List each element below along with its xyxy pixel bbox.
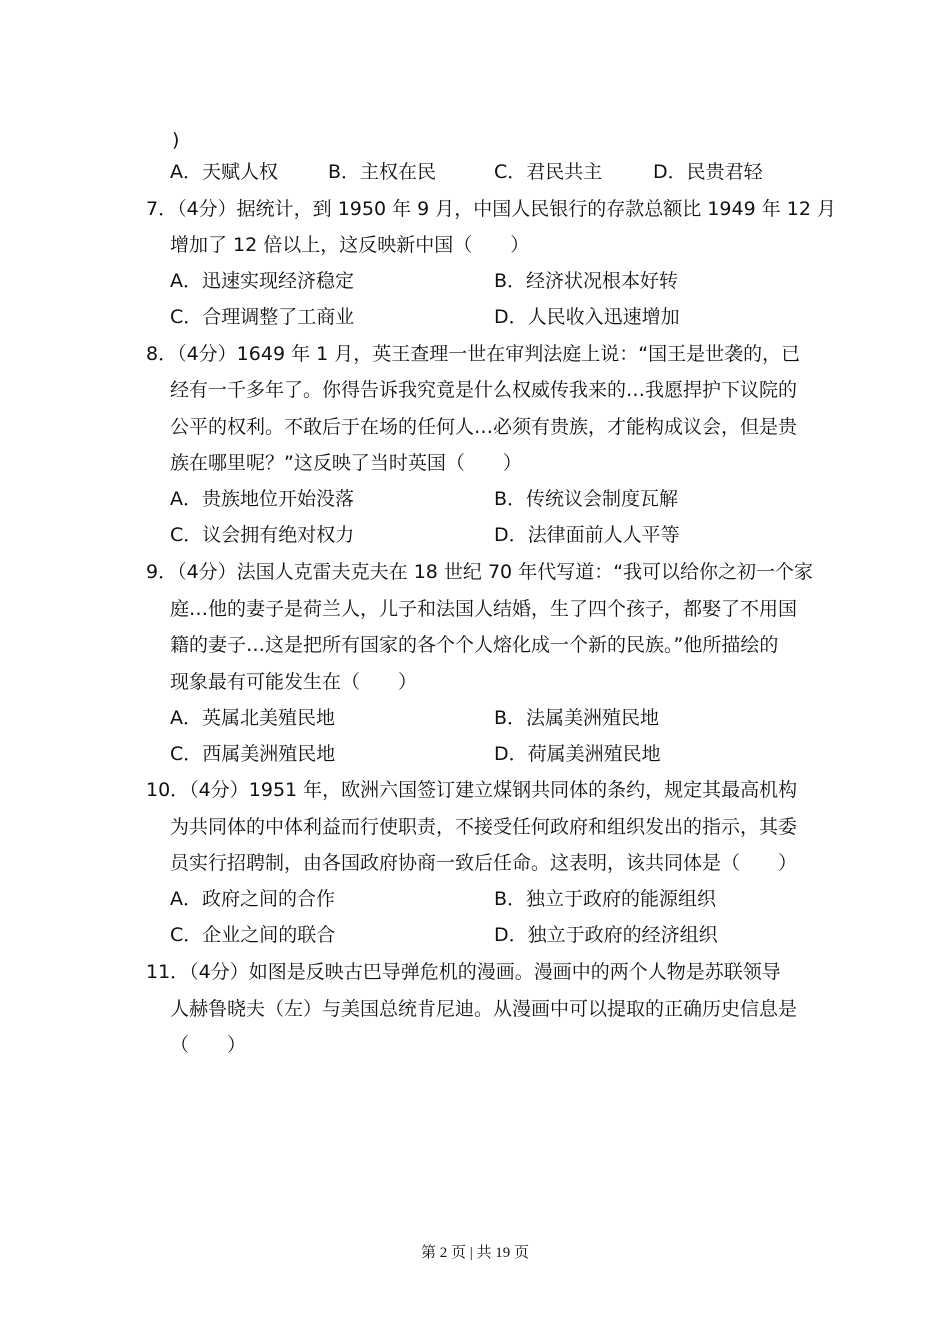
q8-stem-line-4: 族在哪里呢？”这反映了当时英国（ ） <box>170 452 522 474</box>
q9-option-d: D．荷属美洲殖民地 <box>494 743 661 765</box>
q10-stem-line-2: 为共同体的中体利益而行使职责，不接受任何政府和组织发出的指示，其委 <box>170 816 798 838</box>
q10-option-a: A．政府之间的合作 <box>170 888 335 910</box>
q8-option-a: A．贵族地位开始没落 <box>170 488 354 510</box>
q9-stem-line-1: 9．（4分）法国人克雷夫克夫在 18 世纪 70 年代写道：“我可以给你之初一个家 <box>146 561 814 583</box>
q9-option-a: A．英属北美殖民地 <box>170 707 335 729</box>
page-footer: 第 2 页 | 共 19 页 <box>420 1245 529 1261</box>
q8-stem-line-1: 8．（4分）1649 年 1 月，英王查理一世在审判法庭上说：“国王是世袭的，已 <box>146 343 801 365</box>
q8-option-d: D．法律面前人人平等 <box>494 524 680 546</box>
q6-option-c: C．君民共主 <box>494 161 603 183</box>
q6-option-a: A．天赋人权 <box>170 161 278 183</box>
q10-option-d: D．独立于政府的经济组织 <box>494 924 718 946</box>
q11-stem-line-1: 11．（4分）如图是反映古巴导弹危机的漫画。漫画中的两个人物是苏联领导 <box>146 961 781 983</box>
q8-stem-line-3: 公平的权利。不敢后于在场的任何人…必须有贵族，才能构成议会，但是贵 <box>170 416 798 438</box>
q9-stem-line-4: 现象最有可能发生在（ ） <box>170 671 418 693</box>
q9-stem-line-3: 籍的妻子…这是把所有国家的各个个人熔化成一个新的民族。”他所描绘的 <box>170 634 779 656</box>
q7-option-b: B．经济状况根本好转 <box>494 270 679 292</box>
q11-stem-line-3: （ ） <box>170 1034 247 1056</box>
q7-option-d: D．人民收入迅速增加 <box>494 306 680 328</box>
q7-option-c: C．合理调整了工商业 <box>170 306 355 328</box>
q11-stem-line-2: 人赫鲁晓夫（左）与美国总统肯尼迪。从漫画中可以提取的正确历史信息是 <box>170 998 798 1020</box>
q8-stem-line-2: 经有一千多年了。你得告诉我究竟是什么权威传我来的…我愿捍护下议院的 <box>170 379 798 401</box>
q9-stem-line-2: 庭…他的妻子是荷兰人，儿子和法国人结婚，生了四个孩子，都娶了不用国 <box>170 598 798 620</box>
q7-option-a: A．迅速实现经济稳定 <box>170 270 354 292</box>
q6-option-b: B．主权在民 <box>328 161 437 183</box>
q9-option-c: C．西属美洲殖民地 <box>170 743 336 765</box>
q9-option-b: B．法属美洲殖民地 <box>494 707 660 729</box>
q8-option-c: C．议会拥有绝对权力 <box>170 524 355 546</box>
q6-bracket-tail: ) <box>172 129 180 151</box>
q7-stem-line-2: 增加了 12 倍以上，这反映新中国（ ） <box>170 234 530 256</box>
q10-option-c: C．企业之间的联合 <box>170 924 336 946</box>
q8-option-b: B．传统议会制度瓦解 <box>494 488 679 510</box>
q7-stem-line-1: 7．（4分）据统计，到 1950 年 9 月，中国人民银行的存款总额比 1949 年 12 月 <box>146 198 836 220</box>
q6-option-d: D．民贵君轻 <box>653 161 763 183</box>
q10-stem-line-1: 10．（4分）1951 年，欧洲六国签订建立煤钢共同体的条约，规定其最高机构 <box>146 779 798 801</box>
q10-option-b: B．独立于政府的能源组织 <box>494 888 717 910</box>
q10-stem-line-3: 员实行招聘制，由各国政府协商一致后任命。这表明，该共同体是（ ） <box>170 852 798 874</box>
